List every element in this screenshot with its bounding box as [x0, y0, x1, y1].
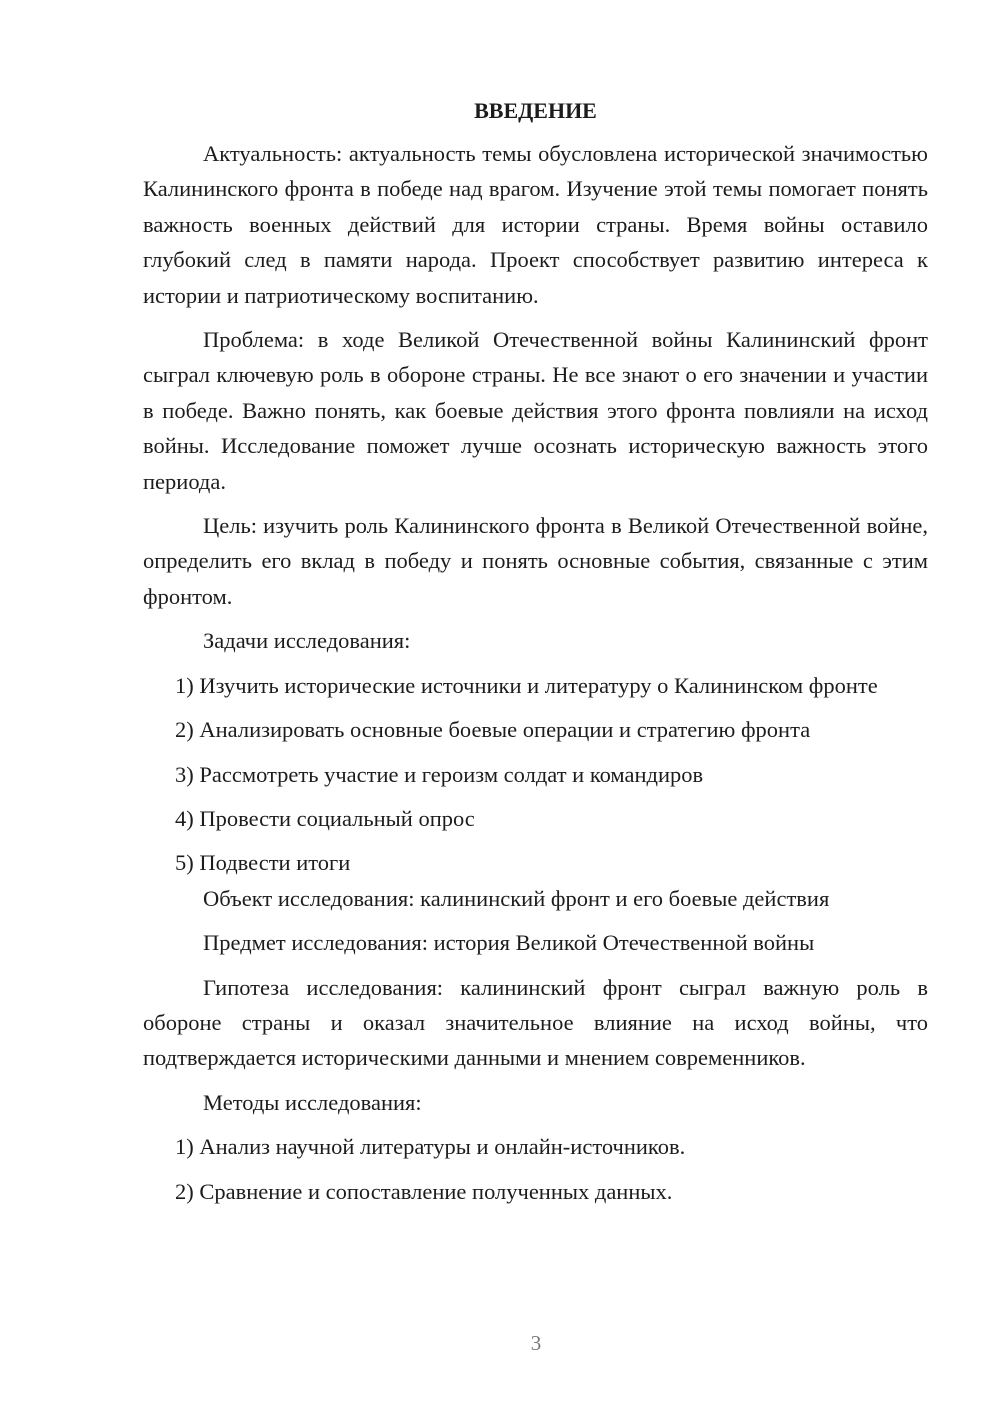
tasks-heading: Задачи исследования:: [203, 628, 411, 654]
task-item-5: 5) Подвести итоги: [175, 850, 351, 876]
object-paragraph: Объект исследования: калининский фронт и его боевые действия: [203, 885, 830, 911]
goal-paragraph: Цель: изучить роль Калининского фронта в Великой Отечественной войне, определить его вклад в победу и понять основные события, связанные с этим фронтом.: [143, 513, 928, 609]
page-title: ВВЕДЕНИЕ: [474, 98, 597, 123]
hypothesis-paragraph: Гипотеза исследования: калининский фронт сыграл важную роль в обороне страны и оказал значительное влияние на исход войны, что подтверждается историческими данными и мнением современников.: [143, 974, 928, 1071]
task-item-1: 1) Изучить исторические источники и литературу о Калининском фронте: [175, 672, 878, 698]
task-item-4: 4) Провести социальный опрос: [175, 805, 475, 831]
document-page: [143, 94, 928, 1218]
method-item-1: 1) Анализ научной литературы и онлайн-источников.: [175, 1134, 686, 1160]
methods-heading: Методы исследования:: [203, 1089, 422, 1115]
problem-paragraph: Проблема: в ходе Великой Отечественной войны Калининский фронт сыграл ключевую роль в обороне страны. Не все знают о его значении и участии в победе. Важно понять, как боевые действия этого фронта повлияли на исход войны. Исследование поможет лучше осознать историческую важность этого периода.: [143, 327, 928, 494]
task-item-3: 3) Рассмотреть участие и героизм солдат и командиров: [175, 761, 704, 787]
relevance-paragraph: Актуальность: актуальность темы обусловлена исторической значимостью Калининского фронта в победе над врагом. Изучение этой темы помогает понять важность военных действий для истории страны. Время войны оставило глубокий след в памяти народа. Проект способствует развитию интереса к истории и патриотическому воспитанию.: [143, 141, 928, 308]
method-item-2: 2) Сравнение и сопоставление полученных данных.: [175, 1178, 673, 1204]
subject-paragraph: Предмет исследования: история Великой Отечественной войны: [203, 930, 815, 956]
task-item-2: 2) Анализировать основные боевые операции и стратегию фронта: [175, 717, 811, 743]
page-number: 3: [530, 1331, 542, 1355]
